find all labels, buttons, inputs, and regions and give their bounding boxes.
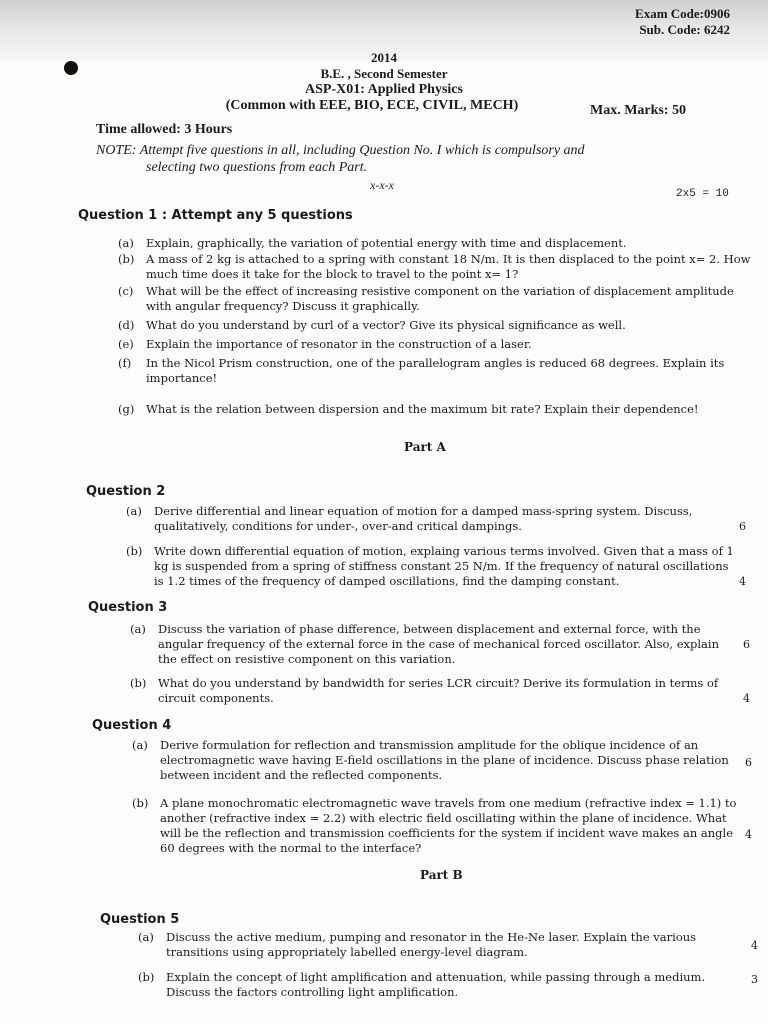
course-title: ASP-X01: Applied Physics [305, 82, 463, 97]
item-text: What do you understand by bandwidth for series LCR circuit? Derive its formulation in terms of circuit components. [158, 676, 719, 705]
semester: B.E. , Second Semester [320, 66, 448, 81]
item-label: (b) [138, 970, 155, 984]
item-label: (a) [130, 622, 146, 636]
item-label: (a) [132, 738, 148, 752]
subject-code: Sub. Code: 6242 [639, 22, 730, 37]
item-label: (e) [118, 337, 134, 351]
item-text: What is the relation between dispersion and the maximum bit rate? Explain their dependence! [146, 402, 699, 416]
item-text: Explain, graphically, the variation of potential energy with time and displacement. [146, 236, 627, 250]
item-text: A plane monochromatic electromagnetic wave travels from one medium (refractive index = 1.1) to another (refractive index = 2.2) with electric field oscillating within the plane of incidence. What will be the reflection and transmission coefficients for the system if incident wave makes an angle 60 degrees with the normal to the interface? [160, 796, 737, 855]
note-line-2: selecting two questions from each Part. [146, 160, 368, 175]
item-marks: 6 [743, 638, 750, 651]
item-marks: 4 [745, 828, 752, 841]
instructions-note [96, 142, 716, 176]
item-text: Derive formulation for reflection and transmission amplitude for the oblique incidence of an electromagnetic wave having E-field oscillations in the plane of incidence. Discuss phase relation between incident and the reflected components. [160, 738, 729, 782]
max-marks: Max. Marks: 50 [590, 103, 687, 118]
item-marks: 3 [751, 973, 758, 986]
item-text: Discuss the active medium, pumping and resonator in the He-Ne laser. Explain the various transitions using appropriately labelled energy-level diagram. [166, 930, 697, 959]
question1-title: Question 1 : Attempt any 5 questions [78, 208, 353, 223]
part-a-title: Part A [404, 440, 446, 454]
item-text: Explain the concept of light amplification and attenuation, while passing through a medium. Discuss the factors controlling light amplification. [166, 970, 706, 999]
item-label: (b) [126, 544, 143, 558]
note-prefix: NOTE: [96, 143, 137, 158]
item-text: Discuss the variation of phase difference, between displacement and external force, with the angular frequency of the external force in the case of mechanical forced oscillator. Also, explain the effect on resistive component on this variation. [158, 622, 719, 666]
item-marks: 4 [751, 939, 758, 952]
question2-title: Question 2 [86, 484, 166, 499]
time-allowed: Time allowed: 3 Hours [96, 122, 233, 137]
item-label: (d) [118, 318, 135, 332]
question3-title: Question 3 [88, 600, 168, 615]
item-text: In the Nicol Prism construction, one of the parallelogram angles is reduced 68 degrees. Explain its importance! [146, 356, 725, 385]
part-b-title: Part B [420, 868, 463, 882]
item-label: (g) [118, 402, 135, 416]
common-with: (Common with EEE, BIO, ECE, CIVIL, MECH) [225, 98, 519, 113]
item-marks: 4 [739, 575, 746, 588]
item-label: (a) [118, 236, 134, 250]
item-marks: 4 [743, 692, 750, 705]
item-label: (b) [130, 676, 147, 690]
exam-year: 2014 [371, 50, 397, 65]
item-label: (f) [118, 356, 132, 370]
item-label: (a) [138, 930, 154, 944]
exam-codes [560, 6, 730, 38]
separator: x-x-x [370, 178, 394, 192]
question1-marks: 2x5 = 10 [676, 188, 729, 200]
item-label: (c) [118, 284, 134, 298]
exam-code: Exam Code:0906 [635, 6, 730, 21]
item-label: (a) [126, 504, 142, 518]
item-text: Write down differential equation of motion, explaing various terms involved. Given that a mass of 1 kg is suspended from a spring of stiffness constant 25 N/m. If the frequency of natural oscillations is 1.2 times of the frequency of damped oscillations, find the damping constant. [154, 544, 734, 588]
item-marks: 6 [739, 520, 746, 533]
item-marks: 6 [745, 756, 752, 769]
question5-title: Question 5 [100, 912, 180, 927]
item-text: What will be the effect of increasing resistive component on the variation of displacement amplitude with angular frequency? Discuss it graphically. [146, 284, 734, 313]
item-text: A mass of 2 kg is attached to a spring with constant 18 N/m. It is then displaced to the point x= 2. How much time does it take for the block to travel to the point x= 1? [146, 252, 751, 281]
item-label: (b) [118, 252, 135, 266]
item-text: Derive differential and linear equation of motion for a damped mass-spring system. Discuss, qualitatively, conditions for under-, over-and critical dampings. [154, 504, 693, 533]
item-text: Explain the importance of resonator in the construction of a laser. [146, 337, 532, 351]
note-line-1: Attempt five questions in all, including Question No. I which is compulsory and [139, 143, 585, 158]
item-text: What do you understand by curl of a vector? Give its physical significance as well. [146, 318, 626, 332]
question4-title: Question 4 [92, 718, 172, 733]
item-label: (b) [132, 796, 149, 810]
